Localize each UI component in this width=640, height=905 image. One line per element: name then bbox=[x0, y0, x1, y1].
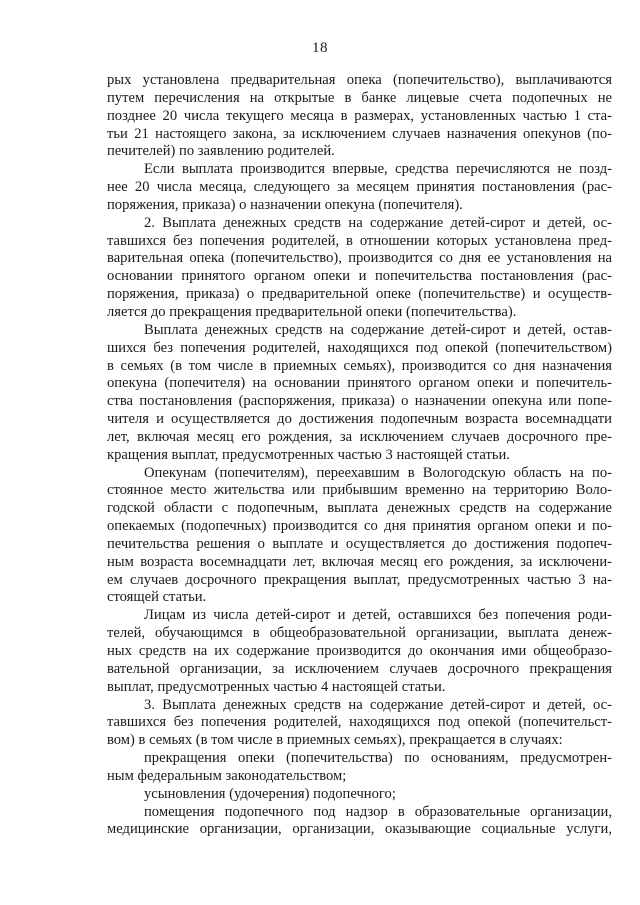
text-line: прекращения опеки (попечительства) по основаниям, предусмотрен- bbox=[144, 750, 612, 767]
text-line: тавшихся без попечения родителей, находящихся под опекой (попечительст- bbox=[107, 714, 612, 731]
text-line: позднее 20 числа текущего месяца в размерах, установленных частью 1 ста- bbox=[107, 107, 612, 124]
text-line: путем перечисления на открытые в банке лицевые счета подопечных не bbox=[107, 89, 612, 106]
text-line: рых установлена предварительная опека (попечительство), выплачиваются bbox=[107, 72, 612, 88]
text-line: варительная опека (попечительство), производится со дня ее установления на bbox=[107, 250, 612, 267]
text-line: медицинские организации, организации, оказывающие социальные услуги, bbox=[107, 821, 612, 838]
document-body bbox=[107, 72, 612, 839]
text-line: в семьях (в том числе в приемных семьях), производится со дня назначения bbox=[107, 357, 612, 374]
text-line: опекуна (попечителя) на основании принятого органом опеки и попечитель- bbox=[107, 375, 612, 392]
text-line: лет, включая месяц его рождения, за исключением случаев досрочного пре- bbox=[107, 428, 612, 445]
text-line: стоящей статьи. bbox=[107, 589, 207, 606]
paragraph bbox=[107, 215, 612, 322]
page-number: 18 bbox=[312, 40, 328, 56]
paragraph bbox=[107, 72, 612, 161]
text-line: телей, обучающимся в общеобразовательной организации, выплата денеж- bbox=[107, 625, 612, 642]
text-line: Лицам из числа детей-сирот и детей, оставшихся без попечения роди- bbox=[144, 607, 612, 624]
text-line: усыновления (удочерения) подопечного; bbox=[144, 785, 396, 802]
paragraph bbox=[107, 697, 612, 751]
paragraph bbox=[107, 804, 612, 840]
text-line: кращения выплат, предусмотренных частью 3 настоящей статьи. bbox=[107, 446, 510, 463]
text-line: основании принятого органом опеки и попечительства постановления (рас- bbox=[107, 268, 612, 285]
text-line: Опекунам (попечителям), переехавшим в Вологодскую область на по- bbox=[144, 464, 612, 481]
text-line: Если выплата производится впервые, средства перечисляются не позд- bbox=[144, 161, 612, 178]
paragraph bbox=[107, 750, 612, 786]
text-line: выплат, предусмотренных частью 4 настоящей статьи. bbox=[107, 678, 446, 695]
paragraph bbox=[107, 786, 612, 804]
text-line: Выплата денежных средств на содержание детей-сирот и детей, остав- bbox=[144, 321, 612, 338]
paragraph bbox=[107, 161, 612, 215]
text-line: тавшихся без попечения родителей, в отношении которых установлена пред- bbox=[107, 232, 612, 249]
text-line: поряжения, приказа) о предварительной опеке (попечительстве) и осуществ- bbox=[107, 286, 612, 303]
text-line: ных средств на их содержание производится до окончания ими общеобразо- bbox=[107, 643, 612, 659]
text-line: опекаемых (подопечных) производится со дня принятия органом опеки и по- bbox=[107, 518, 612, 535]
paragraph bbox=[107, 322, 612, 465]
text-line: 3. Выплата денежных средств на содержание детей-сирот и детей, ос- bbox=[144, 696, 612, 713]
text-line: 2. Выплата денежных средств на содержание детей-сирот и детей, ос- bbox=[144, 214, 612, 231]
text-line: поряжения, приказа) о назначении опекуна (попечителя). bbox=[107, 196, 463, 213]
text-line: ем случаев досрочного прекращения выплат, предусмотренных частью 3 на- bbox=[107, 571, 612, 588]
text-line: помещения подопечного под надзор в образовательные организации, bbox=[144, 803, 612, 820]
text-line: стоянное место жительства или прибывшим временно на территорию Воло- bbox=[107, 482, 612, 499]
text-line: шихся без попечения родителей, находящихся под опекой (попечительством) bbox=[107, 339, 612, 356]
text-line: вом) в семьях (в том числе в приемных семьях), прекращается в случаях: bbox=[107, 732, 563, 749]
text-line: чителя и осуществляется до достижения подопечным возраста восемнадцати bbox=[107, 411, 612, 428]
text-line: ным возраста восемнадцати лет, включая месяц его рождения, за исключени- bbox=[107, 553, 612, 570]
paragraph bbox=[107, 465, 612, 608]
text-line: ным федеральным законодательством; bbox=[107, 767, 347, 784]
paragraph bbox=[107, 607, 612, 696]
text-line: тьи 21 настоящего закона, за исключением случаев назначения опекунов (по- bbox=[107, 125, 612, 142]
text-line: печительства решения о выплате и осуществляется до достижения подопеч- bbox=[107, 535, 612, 552]
text-line: вательной организации, за исключением случаев досрочного прекращения bbox=[107, 660, 612, 677]
text-line: ляется до прекращения предварительной опеки (попечительства). bbox=[107, 303, 517, 320]
text-line: печителей) по заявлению родителей. bbox=[107, 143, 335, 160]
text-line: годской области с подопечным, выплата денежных средств на содержание bbox=[107, 500, 612, 517]
text-line: нее 20 числа месяца, следующего за месяцем принятия постановления (рас- bbox=[107, 179, 612, 196]
text-line: ства постановления (распоряжения, приказа) о назначении опекуна или попе- bbox=[107, 393, 612, 410]
